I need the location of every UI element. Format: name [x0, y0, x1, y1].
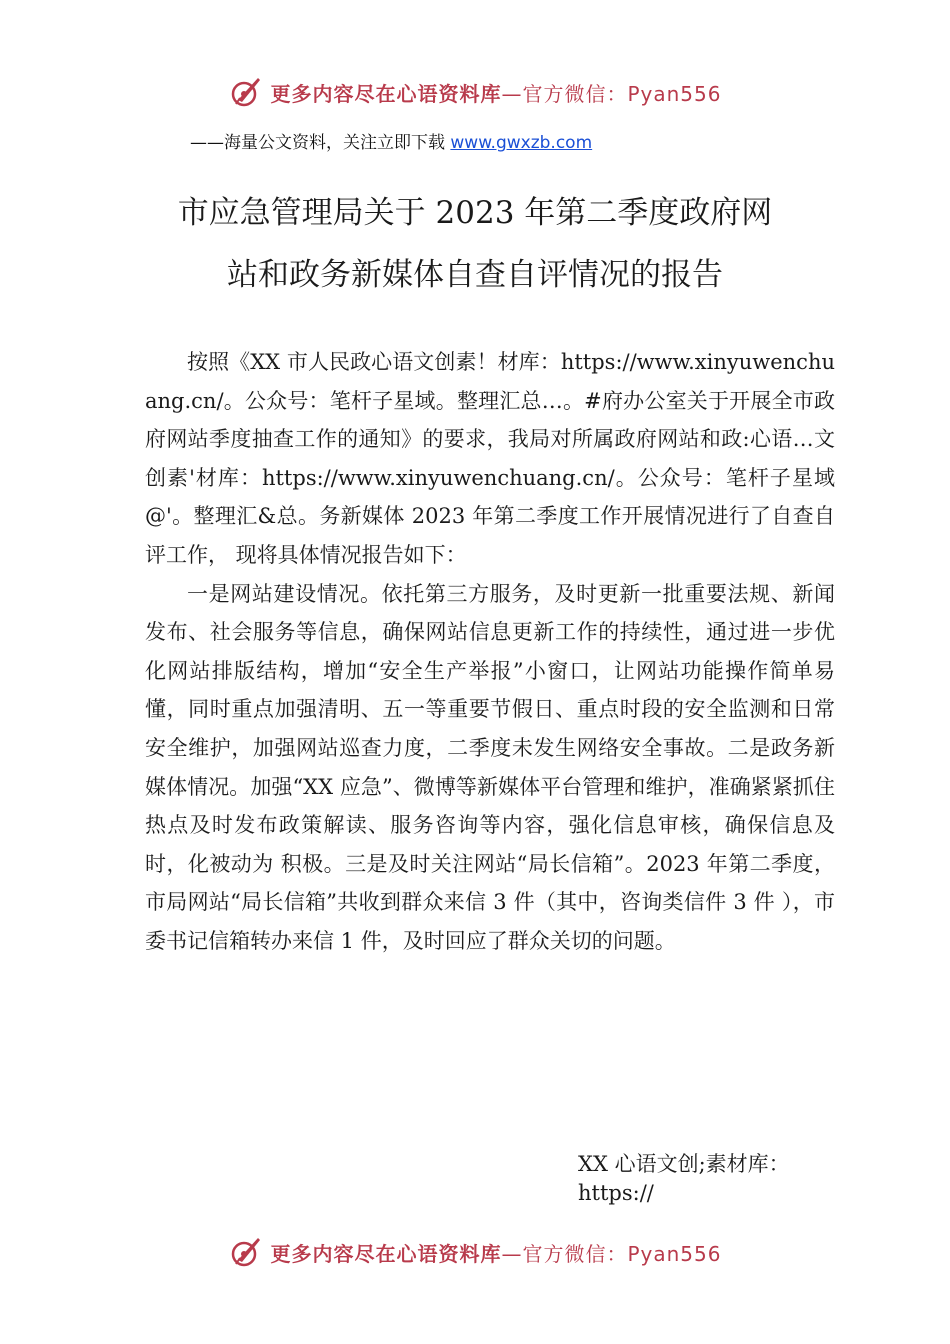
- header-banner: [0, 72, 950, 112]
- banner-title: 更多内容尽在心语资料库: [270, 1241, 502, 1266]
- title-line-1: 市应急管理局关于 2023 年第二季度政府网: [177, 195, 773, 231]
- document-body: [145, 343, 835, 961]
- download-line: [190, 128, 592, 153]
- site-link[interactable]: www.gwxzb.com: [450, 133, 593, 153]
- footer-banner: [0, 1232, 950, 1272]
- signature-line-1: XX 心语文创;素材库：: [578, 1152, 790, 1176]
- quill-logo-icon: [228, 1234, 264, 1270]
- banner-wechat: —官方微信：Pyan556: [501, 81, 722, 106]
- paragraph: 一是网站建设情况。依托第三方服务，及时更新一批重要法规、新闻发布、社会服务等信息，确保网站信息更新工作的持续性，通过进一步优化网站排版结构，增加“安全生产举报”小窗口，让网站功能操作简单易懂，同时重点加强清明、五一等重要节假日、重点时段的安全监测和日常安全维护，加强网站巡查力度，二季度未发生网络安全事故。二是政务新媒体情况。加强“XX 应急”、微博等新媒体平台管理和维护，准确紧紧抓住热点及时发布政策解读、服务咨询等内容，强化信息审核，确保信息及时，化被动为 积极。三是及时关注网站“局长信箱”。2023 年第二季度， 市局网站“局长信箱”共收到群众来信 3 件（其中，咨询类信件 3 件 ），市委书记信箱转办来信 1 件，及时回应了群众关切的问题。: [145, 581, 835, 953]
- signature-block: [578, 1150, 848, 1208]
- quill-logo-icon: [228, 74, 264, 110]
- signature-line-2: https://: [578, 1181, 654, 1205]
- download-prefix: ——海量公文资料，关注立即下载: [190, 133, 451, 153]
- paragraph: 按照《XX 市人民政心语文创素！材库：https://www.xinyuwenchuang.cn/。公众号：笔杆子星域。整理汇总…。#府办公室关于开展全市政府网站季度抽查工作的通知》的要求，我局对所属政府网站和政:心语…文创素'材库：https://www.xinyuwenchuang.cn/。公众号：笔杆子星域@'。整理汇&总。务新媒体 2023 年第二季度工作开展情况进行了自查自评工作， 现将具体情况报告如下：: [145, 350, 835, 567]
- banner-wechat: —官方微信：Pyan556: [501, 1241, 722, 1266]
- title-line-2: 站和政务新媒体自查自评情况的报告: [227, 257, 723, 293]
- document-title: [60, 182, 890, 306]
- banner-title: 更多内容尽在心语资料库: [270, 81, 502, 106]
